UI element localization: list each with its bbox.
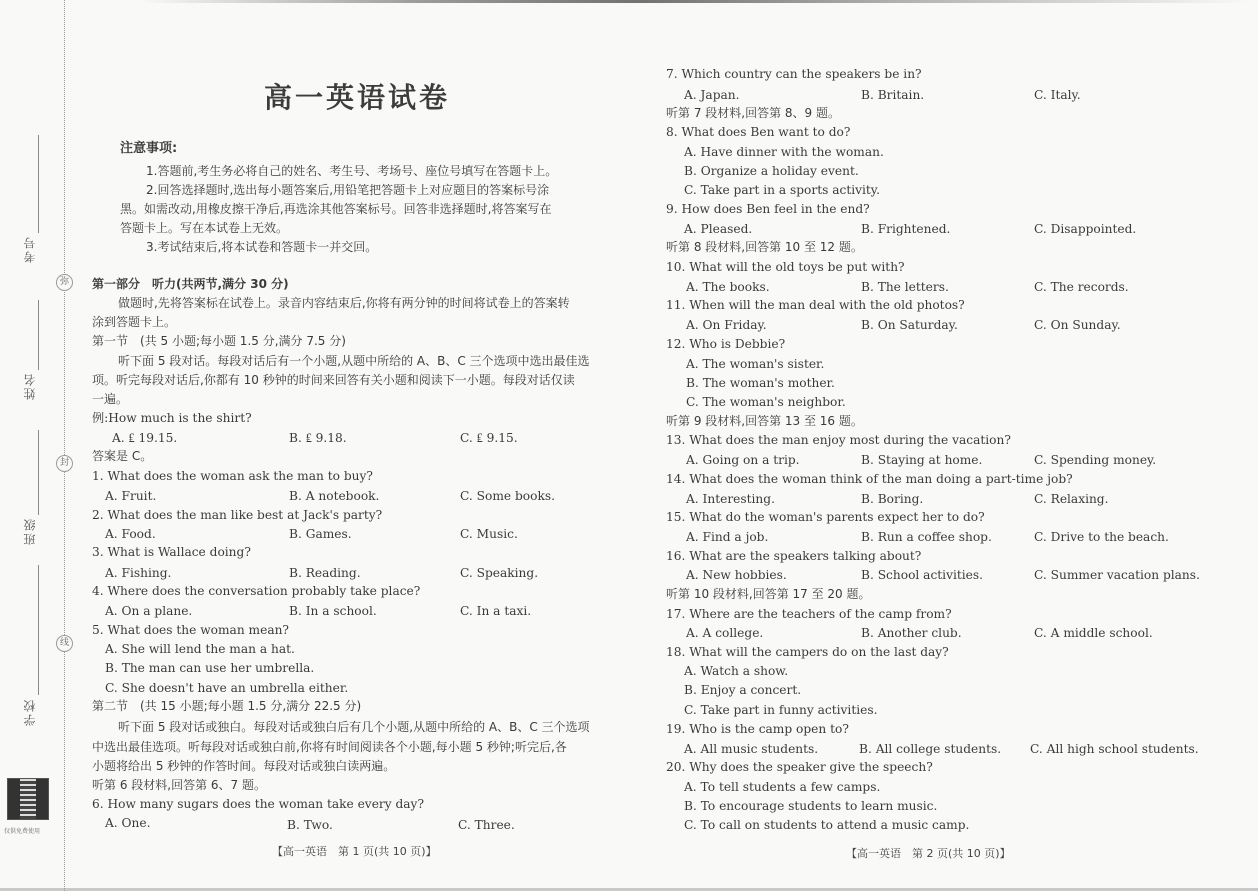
question-16: 16. What are the speakers talking about? — [666, 549, 922, 563]
q1-option-c[interactable]: C. Some books. — [460, 489, 555, 503]
school-label: 学校 — [23, 698, 37, 726]
q10-option-c[interactable]: C. The records. — [1034, 280, 1129, 294]
q2-option-b[interactable]: B. Games. — [289, 527, 352, 541]
exam-title: 高一英语试卷 — [263, 81, 450, 114]
question-17: 17. Where are the teachers of the camp from? — [666, 607, 952, 621]
example-answer: 答案是 C。 — [92, 449, 153, 463]
example-option-c: C. ₤ 9.15. — [460, 431, 518, 445]
part1-intro-2: 涂到答题卡上。 — [92, 315, 177, 329]
material-10-instruction: 听第 10 段材料,回答第 17 至 20 题。 — [666, 587, 871, 601]
part1-heading: 第一部分 听力(共两节,满分 30 分) — [92, 277, 289, 291]
material-6-instruction: 听第 6 段材料,回答第 6、7 题。 — [92, 778, 266, 792]
q16-option-a[interactable]: A. New hobbies. — [686, 568, 787, 582]
material-7-instruction: 听第 7 段材料,回答第 8、9 题。 — [666, 106, 840, 120]
q10-option-a[interactable]: A. The books. — [686, 280, 770, 294]
q10-option-b[interactable]: B. The letters. — [861, 280, 949, 294]
q11-option-c[interactable]: C. On Sunday. — [1034, 318, 1121, 332]
q18-option-b[interactable]: B. Enjoy a concert. — [684, 683, 802, 697]
q9-option-b[interactable]: B. Frightened. — [861, 222, 951, 236]
question-19: 19. Who is the camp open to? — [666, 722, 849, 736]
q3-option-a[interactable]: A. Fishing. — [105, 566, 172, 580]
q18-option-a[interactable]: A. Watch a show. — [684, 664, 789, 678]
name-label: 姓名 — [23, 372, 37, 400]
question-12: 12. Who is Debbie? — [666, 337, 786, 351]
q14-option-a[interactable]: A. Interesting. — [686, 492, 775, 506]
question-9: 9. How does Ben feel in the end? — [666, 202, 870, 216]
q17-option-c[interactable]: C. A middle school. — [1034, 626, 1153, 640]
q7-option-b[interactable]: B. Britain. — [861, 88, 925, 102]
q20-option-b[interactable]: B. To encourage students to learn music. — [684, 799, 938, 813]
seal-mark-xian: 线 — [56, 635, 73, 652]
exam-number-field[interactable] — [18, 135, 38, 275]
q19-option-b[interactable]: B. All college students. — [859, 742, 1002, 756]
question-3: 3. What is Wallace doing? — [92, 545, 251, 559]
question-4: 4. Where does the conversation probably take place? — [92, 584, 421, 598]
q13-option-a[interactable]: A. Going on a trip. — [686, 453, 800, 467]
question-11: 11. When will the man deal with the old photos? — [666, 298, 965, 312]
q12-option-c[interactable]: C. The woman's neighbor. — [686, 395, 846, 409]
q13-option-b[interactable]: B. Staying at home. — [861, 453, 983, 467]
q19-option-c[interactable]: C. All high school students. — [1030, 742, 1199, 756]
notice-line-2: 2.回答选择题时,选出每小题答案后,用铅笔把答题卡上对应题目的答案标号涂 — [146, 183, 550, 197]
section2-heading: 第二节 (共 15 小题;每小题 1.5 分,满分 22.5 分) — [92, 699, 362, 713]
q8-option-c[interactable]: C. Take part in a sports activity. — [684, 183, 880, 197]
q7-option-a[interactable]: A. Japan. — [684, 88, 740, 102]
material-8-instruction: 听第 8 段材料,回答第 10 至 12 题。 — [666, 240, 863, 254]
question-15: 15. What do the woman's parents expect her to do? — [666, 510, 985, 524]
question-10: 10. What will the old toys be put with? — [666, 260, 905, 274]
page-1-footer: 【高一英语 第 1 页(共 10 页)】 — [272, 845, 437, 858]
q15-option-c[interactable]: C. Drive to the beach. — [1034, 530, 1169, 544]
section2-intro-3: 小题将给出 5 秒钟的作答时间。每段对话或独白读两遍。 — [92, 759, 396, 773]
q8-option-a[interactable]: A. Have dinner with the woman. — [684, 145, 884, 159]
question-1: 1. What does the woman ask the man to buy? — [92, 469, 373, 483]
notice-line-1: 1.答题前,考生务必将自己的姓名、考生号、考场号、座位号填写在答题卡上。 — [146, 164, 558, 178]
q18-option-c[interactable]: C. Take part in funny activities. — [684, 703, 878, 717]
question-20: 20. Why does the speaker give the speech? — [666, 760, 933, 774]
q17-option-b[interactable]: B. Another club. — [861, 626, 962, 640]
q1-option-b[interactable]: B. A notebook. — [289, 489, 380, 503]
question-13: 13. What does the man enjoy most during the vacation? — [666, 433, 1011, 447]
q6-option-c[interactable]: C. Three. — [458, 818, 515, 832]
question-18: 18. What will the campers do on the last day? — [666, 645, 949, 659]
section1-intro-1: 听下面 5 段对话。每段对话后有一个小题,从题中所给的 A、B、C 三个选项中选出最佳选 — [118, 354, 590, 368]
q11-option-b[interactable]: B. On Saturday. — [861, 318, 958, 332]
exam-number-label: 考号 — [23, 235, 37, 263]
notice-line-5: 3.考试结束后,将本试卷和答题卡一并交回。 — [146, 240, 378, 254]
notice-line-3: 黑。如需改动,用橡皮擦干净后,再选涂其他答案标号。回答非选择题时,将答案写在 — [120, 202, 552, 216]
qr-code — [7, 778, 49, 820]
q17-option-a[interactable]: A. A college. — [686, 626, 764, 640]
q12-option-b[interactable]: B. The woman's mother. — [686, 376, 835, 390]
section2-intro-2: 中选出最佳选项。听每段对话或独白前,你将有时间阅读各个小题,每小题 5 秒钟;听完后,各 — [92, 740, 567, 754]
q7-option-c[interactable]: C. Italy. — [1034, 88, 1081, 102]
page-2 — [666, 0, 1206, 891]
q5-option-b[interactable]: B. The man can use her umbrella. — [105, 661, 315, 675]
q11-option-a[interactable]: A. On Friday. — [686, 318, 767, 332]
q6-option-b[interactable]: B. Two. — [287, 818, 333, 832]
q15-option-a[interactable]: A. Find a job. — [686, 530, 769, 544]
q19-option-a[interactable]: A. All music students. — [684, 742, 819, 756]
q2-option-c[interactable]: C. Music. — [460, 527, 518, 541]
q14-option-b[interactable]: B. Boring. — [861, 492, 924, 506]
q9-option-c[interactable]: C. Disappointed. — [1034, 222, 1137, 236]
question-6: 6. How many sugars does the woman take every day? — [92, 797, 424, 811]
q14-option-c[interactable]: C. Relaxing. — [1034, 492, 1109, 506]
binding-dotted-line — [64, 0, 65, 891]
q2-option-a[interactable]: A. Food. — [105, 527, 156, 541]
class-label: 班级 — [23, 517, 37, 545]
example-option-b: B. ₤ 9.18. — [289, 431, 347, 445]
material-9-instruction: 听第 9 段材料,回答第 13 至 16 题。 — [666, 414, 863, 428]
example-option-a: A. ₤ 19.15. — [112, 431, 178, 445]
q6-option-a[interactable]: A. One. — [105, 816, 151, 830]
section1-intro-2: 项。听完每段对话后,你都有 10 秒钟的时间来回答有关小题和阅读下一小题。每段对话仅读 — [92, 373, 575, 387]
q4-option-a[interactable]: A. On a plane. — [105, 604, 193, 618]
seal-mark-feng: 封 — [56, 455, 73, 472]
question-8: 8. What does Ben want to do? — [666, 125, 851, 139]
section1-heading: 第一节 (共 5 小题;每小题 1.5 分,满分 7.5 分) — [92, 334, 346, 348]
q8-option-b[interactable]: B. Organize a holiday event. — [684, 164, 859, 178]
q4-option-b[interactable]: B. In a school. — [289, 604, 377, 618]
q12-option-a[interactable]: A. The woman's sister. — [686, 357, 825, 371]
seal-mark-mi: 弥 — [56, 274, 73, 291]
example-question: 例:How much is the shirt? — [92, 411, 252, 425]
binding-margin — [0, 0, 69, 891]
q3-option-c[interactable]: C. Speaking. — [460, 566, 539, 580]
q16-option-b[interactable]: B. School activities. — [861, 568, 983, 582]
q20-option-c[interactable]: C. To call on students to attend a music camp. — [684, 818, 970, 832]
question-5: 5. What does the woman mean? — [92, 623, 289, 637]
school-field[interactable] — [18, 565, 38, 735]
q15-option-b[interactable]: B. Run a coffee shop. — [861, 530, 992, 544]
section2-intro-1: 听下面 5 段对话或独白。每段对话或独白后有几个小题,从题中所给的 A、B、C 三个选项 — [118, 720, 590, 734]
q16-option-c[interactable]: C. Summer vacation plans. — [1034, 568, 1200, 582]
q5-option-a[interactable]: A. She will lend the man a hat. — [105, 642, 295, 656]
q9-option-a[interactable]: A. Pleased. — [684, 222, 753, 236]
page-1 — [92, 0, 622, 891]
question-14: 14. What does the woman think of the man doing a part-time job? — [666, 472, 1073, 486]
q20-option-a[interactable]: A. To tell students a few camps. — [684, 780, 881, 794]
qr-caption: 仅供免费使用 — [4, 828, 41, 835]
q13-option-c[interactable]: C. Spending money. — [1034, 453, 1157, 467]
page-2-footer: 【高一英语 第 2 页(共 10 页)】 — [846, 847, 1011, 860]
section1-intro-3: 一遍。 — [92, 392, 129, 406]
question-7: 7. Which country can the speakers be in? — [666, 67, 922, 81]
notice-heading: 注意事项: — [120, 141, 178, 156]
class-field[interactable] — [18, 430, 38, 560]
q1-option-a[interactable]: A. Fruit. — [105, 489, 157, 503]
q3-option-b[interactable]: B. Reading. — [289, 566, 361, 580]
part1-intro-1: 做题时,先将答案标在试卷上。录音内容结束后,你将有两分钟的时间将试卷上的答案转 — [118, 296, 570, 310]
q5-option-c[interactable]: C. She doesn't have an umbrella either. — [105, 681, 349, 695]
name-field[interactable] — [18, 300, 38, 430]
question-2: 2. What does the man like best at Jack's party? — [92, 508, 383, 522]
notice-line-4: 答题卡上。写在本试卷上无效。 — [120, 221, 289, 235]
q4-option-c[interactable]: C. In a taxi. — [460, 604, 532, 618]
